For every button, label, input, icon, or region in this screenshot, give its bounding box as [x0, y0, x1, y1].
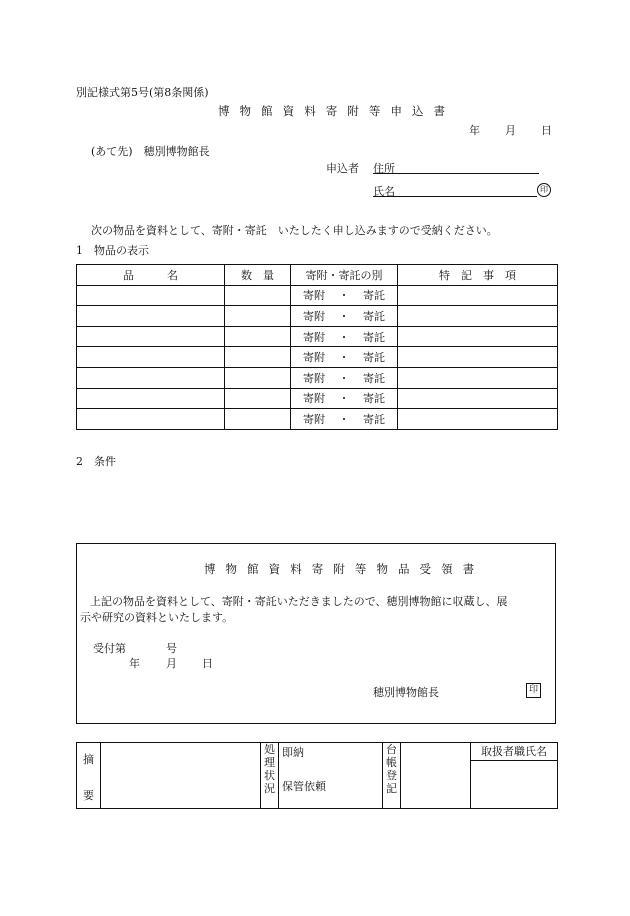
ledger-label-cell	[383, 743, 401, 809]
applicant-seal-mark: 印	[537, 183, 551, 197]
status-label-char: 理	[264, 756, 275, 769]
donation-type-cell[interactable]	[291, 388, 398, 409]
table-row	[77, 326, 558, 347]
table-row	[77, 388, 558, 409]
item-notes-cell[interactable]	[398, 326, 558, 347]
receipt-date-month: 月	[166, 657, 177, 670]
staff-label: 取扱者職氏名	[471, 743, 557, 761]
deposit-option[interactable]: 寄託	[363, 371, 385, 385]
item-name-cell[interactable]	[77, 306, 225, 327]
date-year-label: 年	[469, 124, 480, 137]
staff-cell	[471, 743, 558, 809]
section2-heading: 2 条件	[76, 455, 116, 468]
item-quantity-cell[interactable]	[225, 326, 291, 347]
receipt-title: 博 物 館 資 料 寄 附 等 物 品 受 領 書	[204, 562, 478, 576]
applicant-label: 申込者	[326, 162, 359, 175]
intro-text: 次の物品を資料として、寄附・寄託 いたしたく申し込みますので受納ください。	[91, 224, 498, 237]
item-name-cell[interactable]	[77, 285, 225, 306]
col-header-quantity: 数 量	[225, 265, 291, 286]
status-option-immediate[interactable]: 即納	[282, 746, 304, 759]
item-name-cell[interactable]	[77, 347, 225, 368]
summary-label-top: 摘	[83, 753, 94, 766]
staff-name-field[interactable]	[471, 761, 557, 808]
receipt-body-line2: 示や研究の資料といたします。	[80, 611, 234, 624]
receipt-date-day: 日	[202, 657, 213, 670]
receipt-seal-mark: 印	[526, 683, 541, 698]
deposit-option[interactable]: 寄託	[363, 351, 385, 365]
form-title: 博 物 館 資 料 寄 附 等 申 込 書	[218, 104, 449, 118]
item-notes-cell[interactable]	[398, 347, 558, 368]
address-field[interactable]	[373, 173, 539, 174]
ledger-label-char: 記	[386, 782, 397, 795]
receipt-body-line1: 上記の物品を資料として、寄附・寄託いただきましたので、穂別博物館に収蔵し、展	[90, 595, 508, 608]
item-notes-cell[interactable]	[398, 285, 558, 306]
option-separator: ・	[338, 371, 350, 385]
status-label-char: 状	[264, 769, 275, 782]
option-separator: ・	[338, 392, 350, 406]
deposit-option[interactable]: 寄託	[363, 289, 385, 303]
donation-option[interactable]: 寄附	[303, 351, 325, 365]
table-row	[77, 347, 558, 368]
receipt-number-suffix: 号	[166, 642, 177, 655]
item-name-cell[interactable]	[77, 367, 225, 388]
option-separator: ・	[338, 351, 350, 365]
col-header-notes: 特 記 事 項	[398, 265, 558, 286]
donation-option[interactable]: 寄附	[303, 330, 325, 344]
ledger-label-char: 登	[386, 769, 397, 782]
ledger-label-char: 台	[386, 743, 397, 756]
item-quantity-cell[interactable]	[225, 285, 291, 306]
ledger-field[interactable]	[401, 743, 471, 809]
name-label: 氏名	[373, 185, 395, 198]
item-notes-cell[interactable]	[398, 367, 558, 388]
donation-option[interactable]: 寄附	[303, 289, 325, 303]
addressee: (あて先) 穂別博物館長	[91, 145, 210, 158]
donation-type-cell[interactable]	[291, 306, 398, 327]
summary-label-cell	[77, 743, 101, 809]
option-separator: ・	[338, 289, 350, 303]
donation-option[interactable]: 寄附	[303, 371, 325, 385]
donation-type-cell[interactable]	[291, 285, 398, 306]
col-header-item-name: 品 名	[77, 265, 225, 286]
donation-type-cell[interactable]	[291, 367, 398, 388]
deposit-option[interactable]: 寄託	[363, 330, 385, 344]
table-row	[77, 285, 558, 306]
deposit-option[interactable]: 寄託	[363, 309, 385, 323]
item-notes-cell[interactable]	[398, 388, 558, 409]
status-options-cell[interactable]	[279, 743, 383, 809]
deposit-option[interactable]: 寄託	[363, 392, 385, 406]
form-reference: 別記様式第5号(第8条関係)	[76, 86, 209, 99]
summary-label-bottom: 要	[83, 789, 94, 802]
processing-table	[76, 742, 558, 809]
option-separator: ・	[338, 330, 350, 344]
date-month-label: 月	[505, 124, 516, 137]
item-quantity-cell[interactable]	[225, 388, 291, 409]
receipt-signer: 穂別博物館長	[373, 686, 439, 699]
ledger-label-char: 帳	[386, 756, 397, 769]
item-quantity-cell[interactable]	[225, 367, 291, 388]
item-name-cell[interactable]	[77, 388, 225, 409]
item-quantity-cell[interactable]	[225, 409, 291, 430]
item-quantity-cell[interactable]	[225, 306, 291, 327]
donation-type-cell[interactable]	[291, 409, 398, 430]
items-table	[76, 264, 558, 430]
receipt-box	[76, 543, 556, 724]
item-notes-cell[interactable]	[398, 306, 558, 327]
donation-type-cell[interactable]	[291, 326, 398, 347]
deposit-option[interactable]: 寄託	[363, 412, 385, 426]
item-quantity-cell[interactable]	[225, 347, 291, 368]
item-name-cell[interactable]	[77, 326, 225, 347]
name-field[interactable]	[373, 196, 537, 197]
status-label-char: 況	[264, 782, 275, 795]
donation-option[interactable]: 寄附	[303, 309, 325, 323]
donation-option[interactable]: 寄附	[303, 392, 325, 406]
item-name-cell[interactable]	[77, 409, 225, 430]
option-separator: ・	[338, 412, 350, 426]
option-separator: ・	[338, 309, 350, 323]
table-row	[77, 367, 558, 388]
receipt-date-year: 年	[129, 657, 140, 670]
date-day-label: 日	[541, 124, 552, 137]
section1-heading: 1 物品の表示	[76, 244, 149, 257]
item-notes-cell[interactable]	[398, 409, 558, 430]
summary-field[interactable]	[101, 743, 261, 809]
status-label-char: 処	[264, 743, 275, 756]
address-label: 住所	[373, 162, 395, 175]
receipt-number-label: 受付第	[93, 642, 126, 655]
table-row	[77, 409, 558, 430]
donation-type-cell[interactable]	[291, 347, 398, 368]
status-label-cell	[261, 743, 279, 809]
col-header-donation-type: 寄附・寄託の別	[291, 265, 398, 286]
status-option-storage[interactable]: 保管依頼	[282, 780, 326, 793]
donation-option[interactable]: 寄附	[303, 412, 325, 426]
items-header-row	[77, 265, 558, 286]
table-row	[77, 306, 558, 327]
